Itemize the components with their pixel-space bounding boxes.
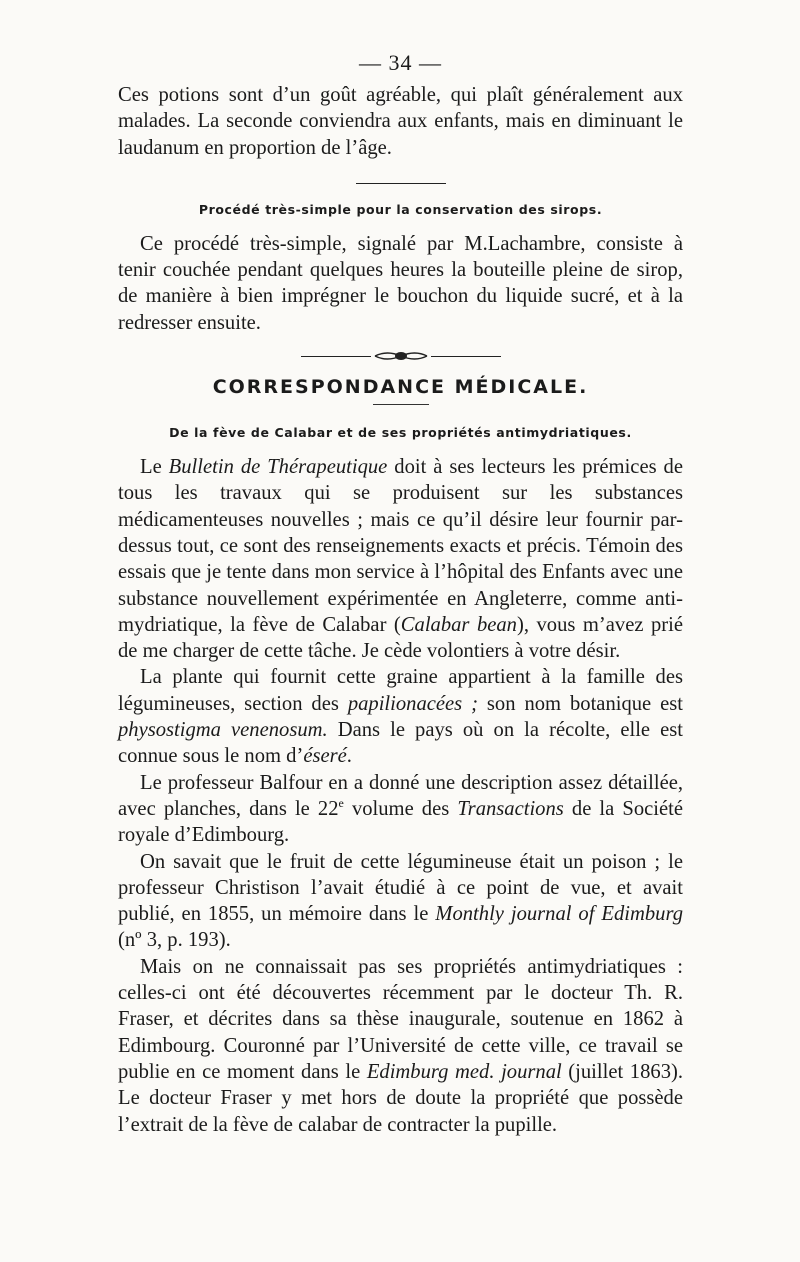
- procedure-paragraph: Ce procédé très-simple, signalé par M.Lachambre, consiste à tenir couchée pendant quelques heures la bouteille pleine de sirop, de manière à bien imprégner le bouchon du liquide sucré, et à la redresser ensuite.: [118, 232, 683, 334]
- title-underline: [373, 404, 429, 405]
- article-paragraph-3: Le professeur Balfour en a donné une description assez détaillée, avec planches, dans le 22e volume des Transactions de la Société royale d’Edimbourg.: [118, 771, 683, 847]
- ornament-icon: [373, 350, 429, 362]
- article-paragraph-2: La plante qui fournit cette graine appartient à la famille des légumineuses, section des papilionacées ; son nom botanique est physostigma venenosum. Dans le pays où on la récolte, elle est connue sous le nom d’éseré.: [118, 666, 684, 768]
- article-paragraph-5: Mais on ne connaissait pas ses propriétés antimydriatiques : celles-ci ont été découvertes récemment par le docteur Th. R. Fraser, et décrites dans sa thèse inaugurale, soutenue en 1862 à Edimbourg. Couronné par l’Université de cette ville, ce travail se publie en ce moment dans le Edimburg med. journal (juillet 1863). Le docteur Fraser y met hors de doute la propriété que possède l’extrait de la fève de calabar de contracter la pupille.: [118, 955, 683, 1136]
- article-paragraph-4: On savait que le fruit de cette légumineuse était un poison ; le professeur Christison l’avait étudié à ce point de vue, et avait publié, en 1855, un mémoire dans le Monthly journal of Edimburg (nº 3, p. 193).: [118, 850, 683, 952]
- page-number: — 34 —: [359, 50, 442, 75]
- ornament-line-left: [301, 356, 371, 357]
- page-content: [118, 50, 683, 1138]
- journal-title: Bulletin de Thérapeutique: [168, 456, 388, 479]
- intro-paragraph: Ces potions sont d’un goût agréable, qui plaît généralement aux malades. La seconde conviendra aux enfants, mais en diminuant le laudanum en proportion de l’âge.: [118, 84, 683, 159]
- latin-term: Calabar bean: [400, 613, 517, 636]
- article-heading: De la fève de Calabar et de ses propriétés antimydriatiques.: [169, 425, 632, 441]
- ornament-divider: [118, 350, 683, 362]
- separator-rule: [356, 183, 446, 184]
- article-paragraph-1: Le Bulletin de Thérapeutique doit à ses lecteurs les prémices de tous les travaux qui se produisent sur les substances médicamenteuses nouvelles ; mais ce qu’il désire leur fournir par-dessus tout, ce sont des renseignements exacts et précis. Témoin des essais que je tente dans mon service à l’hôpital des Enfants avec une substance nouvellement expérimentée en Angleterre, comme anti-mydriatique, la fève de Calabar (Calabar bean), vous m’avez prié de me charger de cette tâche. Je cède volontiers à votre désir.: [118, 456, 684, 663]
- procedure-heading: Procédé très-simple pour la conservation des sirops.: [198, 201, 603, 217]
- ornament-line-right: [431, 356, 501, 357]
- section-title: CORRESPONDANCE MÉDICALE.: [212, 376, 589, 399]
